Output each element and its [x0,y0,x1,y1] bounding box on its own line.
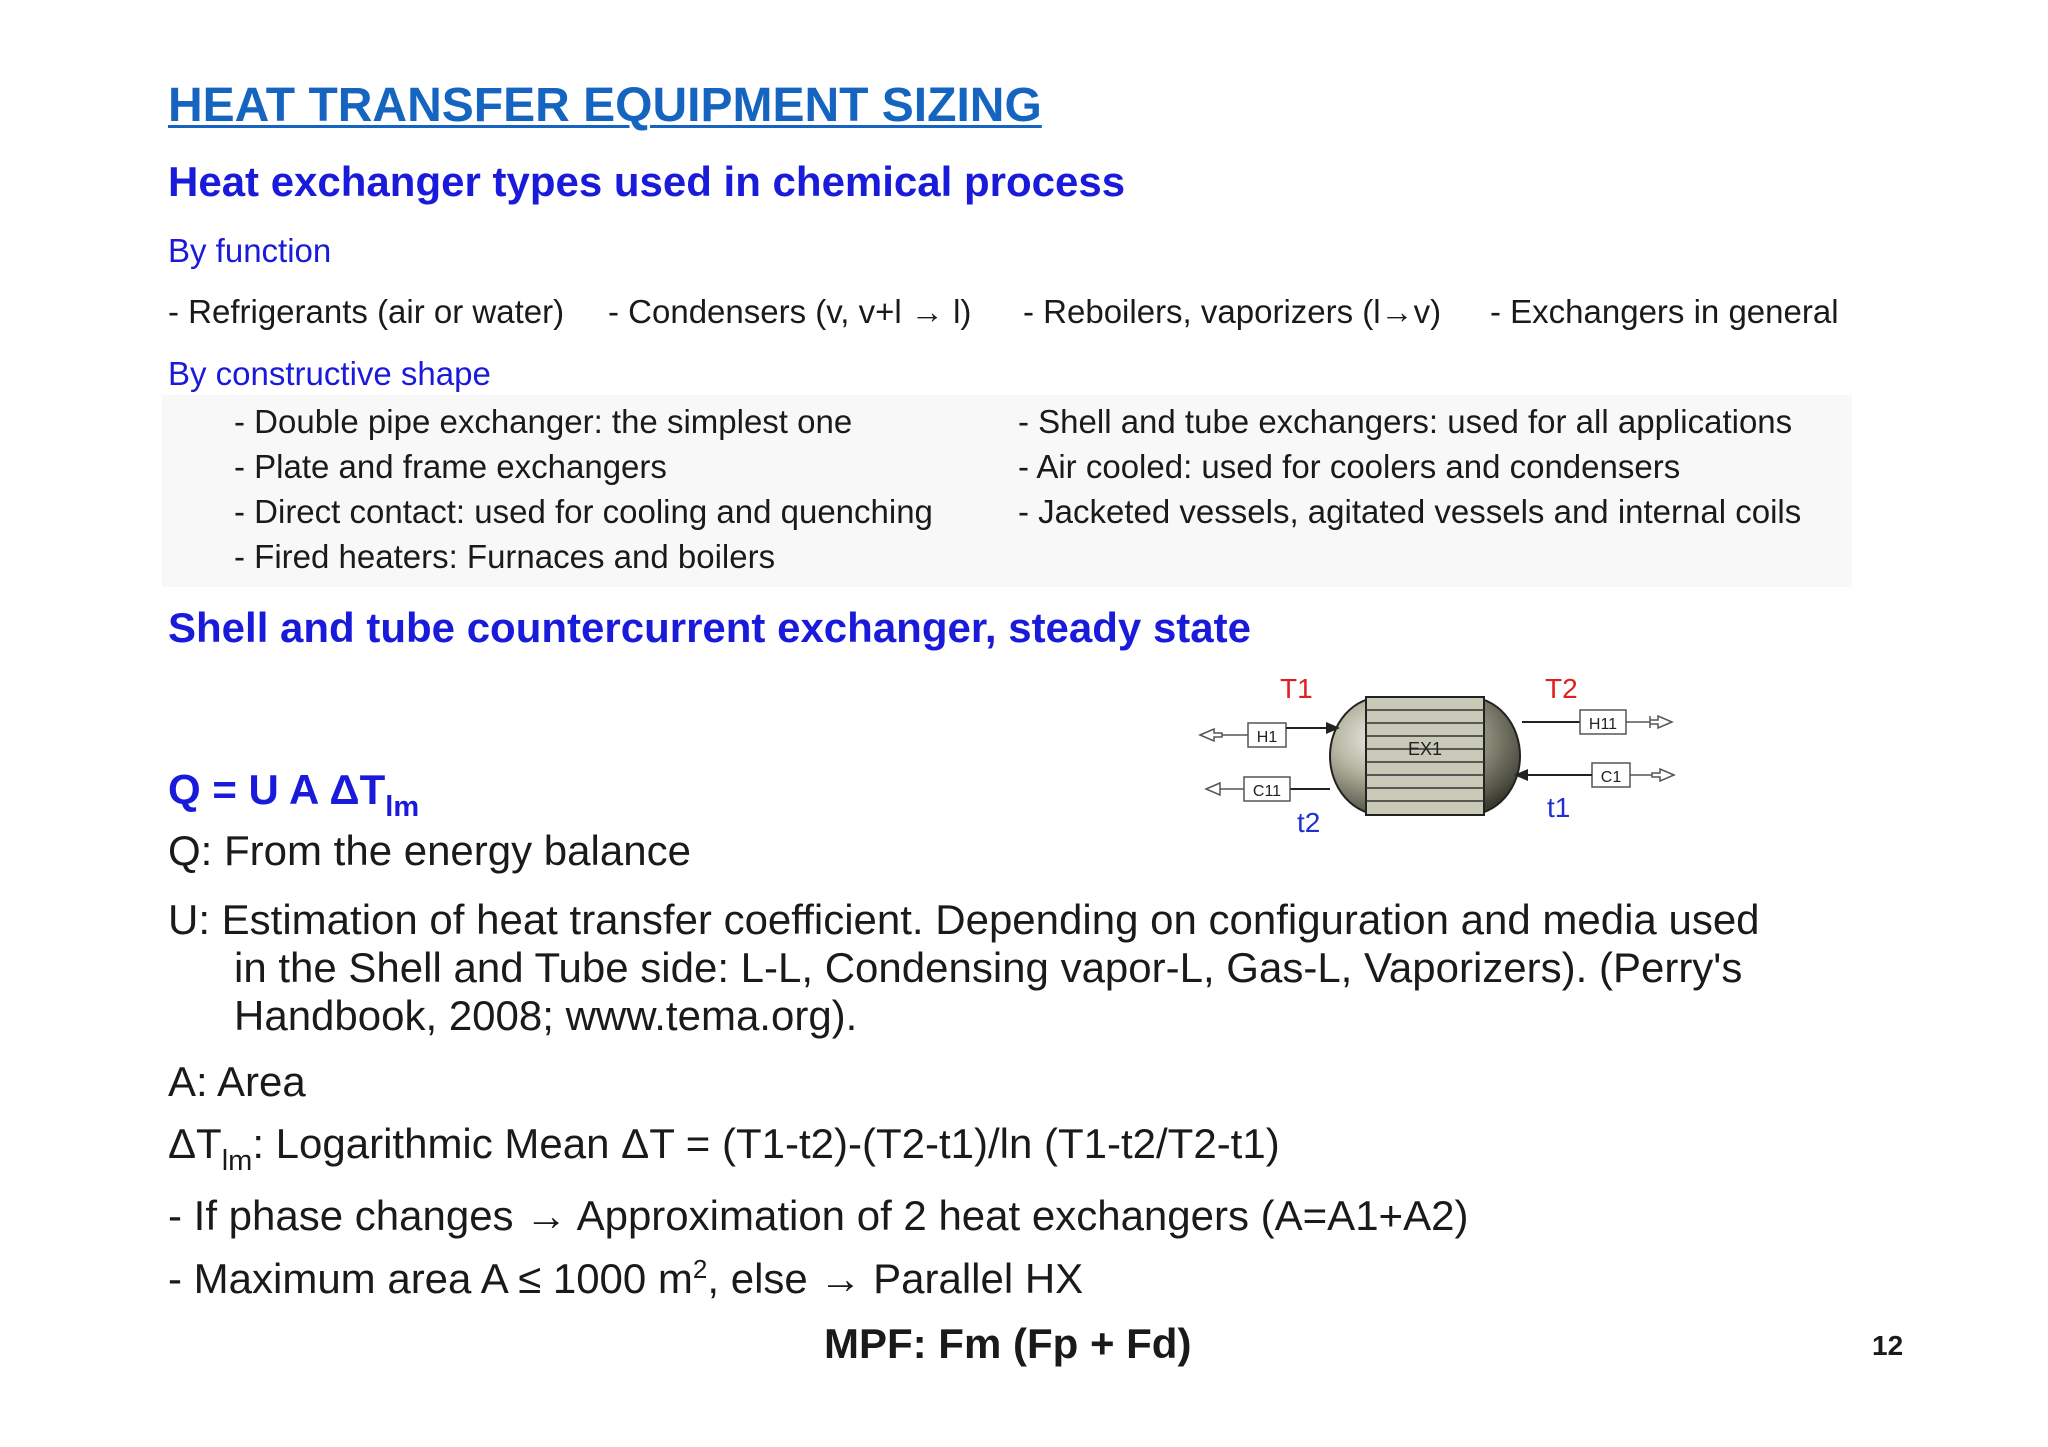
lmtd-formula: : Logarithmic Mean ΔT = (T1-t2)-(T2-t1)/ln (T1-t2/T2-t1) [252,1120,1280,1167]
box-C11: C11 [1252,783,1282,800]
shape-right-item: - Jacketed vessels, agitated vessels and internal coils [1018,493,1802,530]
shape-right-item: - Air cooled: used for coolers and condensers [1018,448,1681,485]
label-T1: T1 [1280,673,1313,704]
stream-H11 [1522,710,1672,734]
equation-main: Q = U A ΔT [168,766,386,813]
label-t2: t2 [1297,807,1321,838]
section-heading-shell-tube: Shell and tube countercurrent exchanger, steady state [168,604,1251,651]
lmtd-prefix: ΔT [168,1120,222,1167]
page-title: HEAT TRANSFER EQUIPMENT SIZING [168,79,1042,132]
shape-left-item: - Plate and frame exchangers [234,448,667,485]
lmtd-definition [168,1120,1280,1178]
exchanger-label: EX1 [1407,739,1443,759]
function-item-condensers: - Condensers (v, v+l → l) [608,293,972,330]
lmtd-subscript: lm [221,1145,253,1177]
shape-left-item: - Direct contact: used for cooling and quenching [234,493,933,530]
function-item-exchangers: - Exchangers in general [1490,293,1839,330]
box-C1: C1 [1600,769,1622,786]
u-line-2: in the Shell and Tube side: L-L, Condensing vapor-L, Gas-L, Vaporizers). (Perry's [234,944,1743,991]
stream-C11 [1206,777,1330,801]
label-t1: t1 [1547,792,1571,823]
max-area-text: - Maximum area A ≤ 1000 m [168,1255,693,1302]
box-H11: H11 [1588,716,1618,733]
max-area-superscript: 2 [692,1254,708,1284]
exchanger-diagram [1190,665,1690,845]
q-definition: Q: From the energy balance [168,827,691,874]
function-item-refrigerants: - Refrigerants (air or water) [168,293,565,330]
mpf-formula: MPF: Fm (Fp + Fd) [824,1320,1192,1367]
shape-left-item: - Fired heaters: Furnaces and boilers [234,538,776,575]
u-definition [168,896,1868,1040]
box-H1: H1 [1256,729,1278,746]
u-line-3: Handbook, 2008; www.tema.org). [234,992,858,1039]
section-heading-exchanger-types: Heat exchanger types used in chemical process [168,158,1126,205]
label-T2: T2 [1545,673,1578,704]
phase-change-note: - If phase changes → Approximation of 2 heat exchangers (A=A1+A2) [168,1192,1469,1239]
stream-C1 [1514,763,1674,787]
by-shape-label: By constructive shape [168,355,491,392]
max-area-else: , else → Parallel HX [707,1255,1084,1302]
exchanger-shell [1330,697,1520,815]
max-area-note [168,1254,1083,1303]
by-function-label: By function [168,232,332,269]
u-line-1: U: Estimation of heat transfer coefficient. Depending on configuration and media used [168,896,1760,943]
page-number: 12 [1872,1330,1904,1361]
shape-left-item: - Double pipe exchanger: the simplest one [234,403,853,440]
function-item-reboilers: - Reboilers, vaporizers (l→v) [1023,293,1442,330]
stream-H1 [1200,722,1340,747]
heat-transfer-equation [168,766,419,824]
equation-subscript: lm [385,791,420,823]
a-definition: A: Area [168,1058,306,1105]
shape-right-item: - Shell and tube exchangers: used for all applications [1018,403,1793,440]
